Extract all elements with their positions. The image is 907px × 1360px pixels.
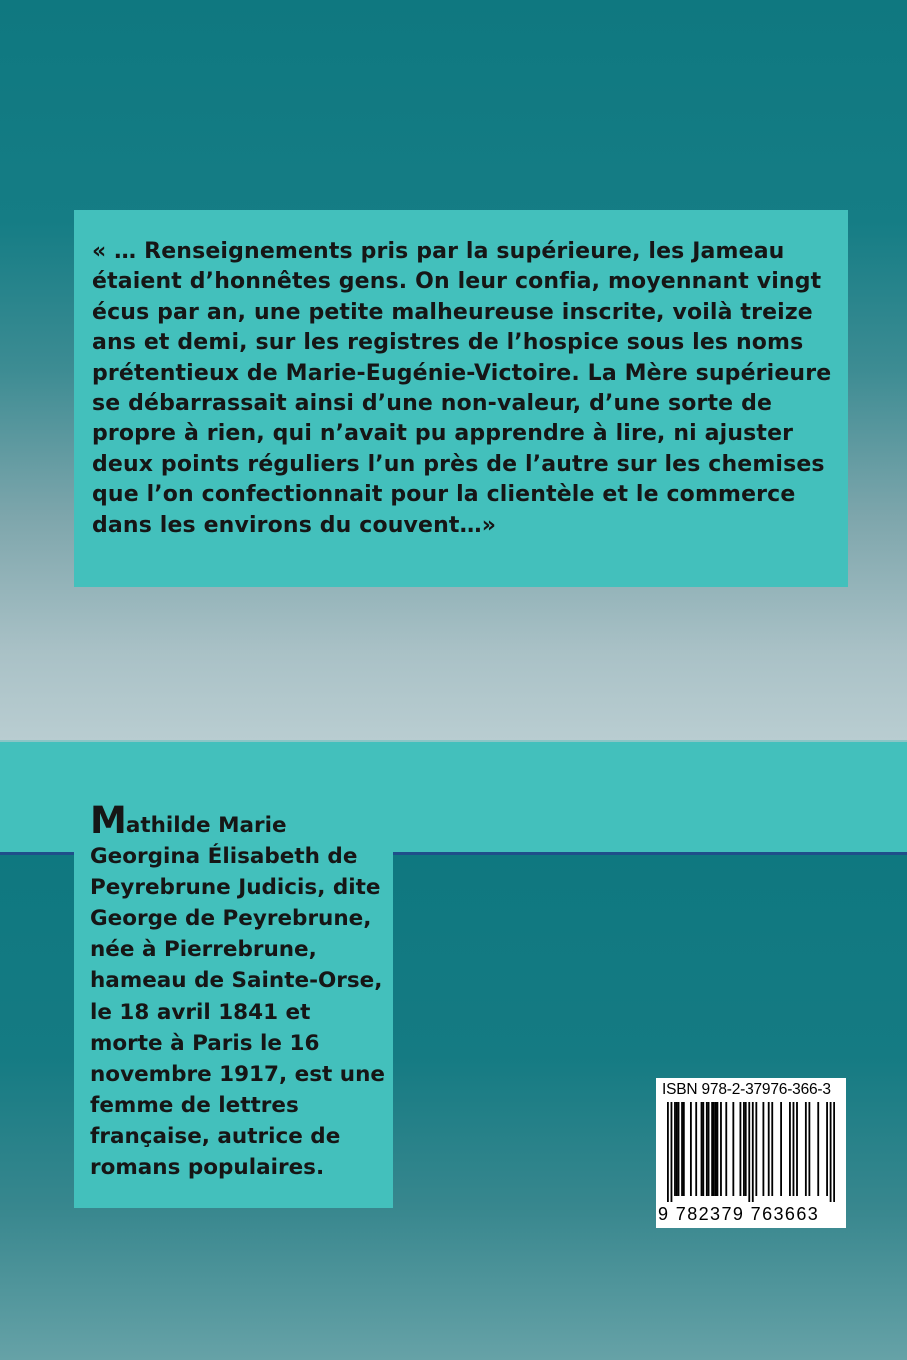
barcode-bar <box>808 1102 810 1196</box>
barcode-bar <box>752 1102 754 1202</box>
barcode-bar <box>789 1102 791 1196</box>
barcode-bar <box>681 1102 683 1196</box>
barcode-bar <box>708 1102 710 1196</box>
bio-dropcap: M <box>90 799 126 842</box>
barcode-bar <box>678 1102 680 1196</box>
barcode-bar <box>817 1102 819 1196</box>
barcode-bar <box>755 1102 757 1196</box>
barcode-bar <box>768 1102 770 1196</box>
barcode-bar <box>676 1102 678 1196</box>
barcode-bar <box>711 1102 713 1196</box>
barcode-bar <box>745 1102 747 1196</box>
barcode-bar <box>713 1102 715 1196</box>
barcode-bar <box>706 1102 708 1196</box>
barcode-bar <box>702 1102 704 1196</box>
author-bio-text: athilde Marie Georgina Élisabeth de Peyrebrune Judicis, dite George de Peyrebrune, née à Pierrebrune, hameau de Sainte-Orse, le 18 avril 1841 et morte à Paris le 16 novembre 1917, est une femme de lettres française, autrice de romans populaires. <box>90 813 385 1181</box>
barcode-bar <box>830 1102 832 1202</box>
isbn-label: ISBN 978-2-37976-366-3 <box>662 1081 831 1098</box>
barcode-bar <box>695 1102 697 1196</box>
quote-box <box>74 210 848 587</box>
barcode-bar <box>715 1102 717 1196</box>
isbn-barcode-box <box>656 1078 846 1228</box>
barcode-bar <box>667 1102 669 1202</box>
barcode-bar <box>743 1102 745 1196</box>
barcode-bar <box>701 1102 703 1196</box>
book-excerpt-quote: « … Renseignements pris par la supérieure, les Jameau étaient d’honnêtes gens. On leur confia, moyennant vingt écus par an, une petite malheureuse inscrite, voilà treize ans et demi, sur les registres de l’hospice sous les noms prétentieux de Marie-Eugénie-Victoire. La Mère supérieure se débarrassait ainsi d’une non-valeur, d’une sorte de propre à rien, qui n’avait pu apprendre à lire, ni ajuster deux points réguliers l’un près de l’autre sur les chemises que l’on confectionnait pour la clientèle et le commerce dans les environs du couvent…» <box>92 239 832 538</box>
barcode-bar <box>762 1102 764 1196</box>
barcode-bar <box>793 1102 795 1196</box>
barcode-bar <box>690 1102 692 1196</box>
barcode-bar <box>725 1102 727 1196</box>
author-bio-box <box>74 798 393 1208</box>
ean-digits: 9 782379 763663 <box>658 1204 820 1224</box>
barcode-bar <box>748 1102 750 1202</box>
barcode-bar <box>780 1102 782 1196</box>
barcode-bar <box>732 1102 734 1196</box>
barcode-bar <box>717 1102 719 1196</box>
author-bio <box>90 799 385 1183</box>
barcode-bar <box>771 1102 773 1196</box>
barcode-bar <box>833 1102 835 1202</box>
barcode-bar <box>720 1102 722 1196</box>
barcode-icon <box>667 1102 835 1202</box>
barcode-bar <box>796 1102 798 1196</box>
barcode-bar <box>671 1102 673 1202</box>
barcode-bar <box>805 1102 807 1196</box>
barcode-bar <box>740 1102 742 1196</box>
barcode-bar <box>674 1102 676 1196</box>
barcode-bar <box>826 1102 828 1196</box>
barcode-bar <box>683 1102 685 1196</box>
